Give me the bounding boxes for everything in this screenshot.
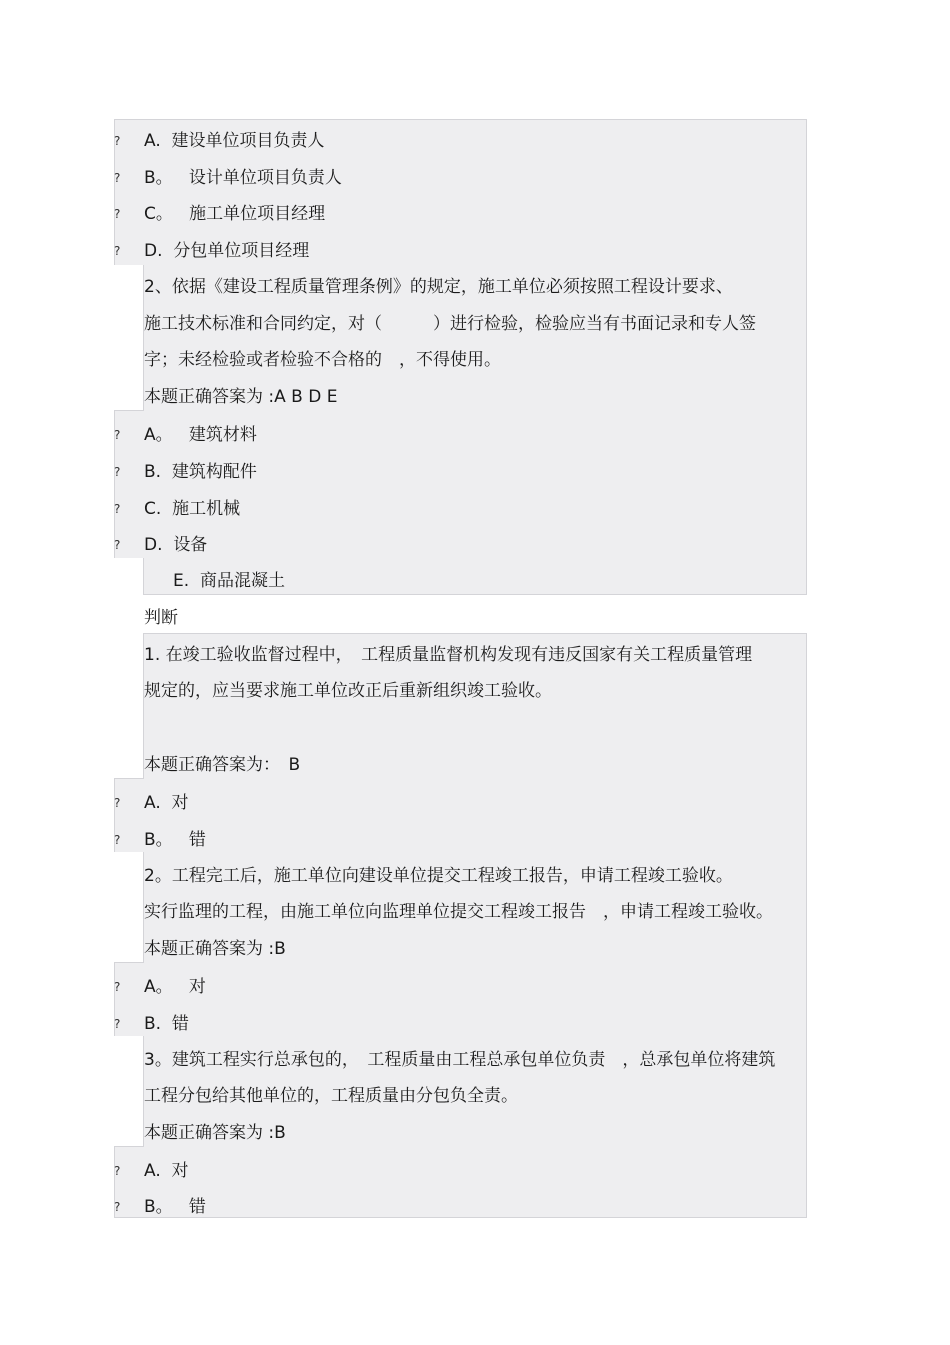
option-text: 施工单位项目经理 xyxy=(189,204,326,224)
option-label: C。 xyxy=(144,204,173,224)
bullet-marker: ? xyxy=(114,134,121,148)
option-label: D. xyxy=(144,241,163,261)
option-label: B. xyxy=(144,1014,162,1034)
option-label: A. xyxy=(144,793,161,813)
question-text-line: 3。建筑工程实行总承包的， 工程质量由工程总承包单位负责 ，总承包单位将建筑 xyxy=(144,1050,776,1070)
bullet-marker: ? xyxy=(114,1017,121,1031)
option-b[interactable] xyxy=(144,829,206,851)
option-b[interactable] xyxy=(144,167,342,189)
option-text: 对 xyxy=(171,793,189,813)
question-text-line: 2、依据《建设工程质量管理条例》的规定，施工单位必须按照工程设计要求、 xyxy=(144,277,733,297)
bullet-marker: ? xyxy=(114,171,121,185)
option-text: 错 xyxy=(171,1014,189,1034)
option-label: D. xyxy=(144,535,163,555)
bullet-marker: ? xyxy=(114,833,121,847)
bullet-marker: ? xyxy=(114,1164,121,1178)
option-text: 建设单位项目负责人 xyxy=(171,131,325,151)
question-text-line: 1. 在竣工验收监督过程中， 工程质量监督机构发现有违反国家有关工程质量管理 xyxy=(144,645,753,665)
question-text-line: 工程分包给其他单位的，工程质量由分包负全责。 xyxy=(144,1086,518,1106)
option-label: B. xyxy=(144,462,162,482)
option-a[interactable] xyxy=(144,792,189,814)
option-label: E. xyxy=(173,571,190,591)
option-d[interactable] xyxy=(144,240,309,262)
question-text-line: 实行监理的工程，由施工单位向监理单位提交工程竣工报告 ，申请工程竣工验收。 xyxy=(144,902,773,922)
answer-text: 本题正确答案为 :B xyxy=(144,1123,286,1143)
gutter-notch xyxy=(114,558,144,595)
option-label: A. xyxy=(144,131,161,151)
option-text: 错 xyxy=(188,1197,206,1217)
option-text: 对 xyxy=(171,1161,189,1181)
gutter-notch xyxy=(114,633,144,779)
option-text: 施工机械 xyxy=(172,499,241,519)
bullet-marker: ? xyxy=(114,980,121,994)
option-e[interactable] xyxy=(173,570,285,592)
option-label: A. xyxy=(144,1161,161,1181)
option-text: 对 xyxy=(188,977,206,997)
option-b[interactable] xyxy=(144,1196,206,1218)
option-c[interactable] xyxy=(144,498,240,520)
answer-text: 本题正确答案为： B xyxy=(144,755,301,775)
option-label: B。 xyxy=(144,1197,173,1217)
option-b[interactable] xyxy=(144,1013,189,1035)
section-title: 判断 xyxy=(144,608,178,628)
option-text: 错 xyxy=(188,830,206,850)
option-text: 建筑构配件 xyxy=(171,462,257,482)
bullet-marker: ? xyxy=(114,428,121,442)
option-text: 商品混凝土 xyxy=(199,571,285,591)
bullet-marker: ? xyxy=(114,796,121,810)
option-a[interactable] xyxy=(144,976,206,998)
option-label: B。 xyxy=(144,830,173,850)
gutter-notch xyxy=(114,852,144,963)
gutter-notch xyxy=(114,265,144,411)
bullet-marker: ? xyxy=(114,465,121,479)
option-c[interactable] xyxy=(144,203,325,225)
option-label: A。 xyxy=(144,977,173,997)
bullet-marker: ? xyxy=(114,244,121,258)
option-text: 设计单位项目负责人 xyxy=(188,168,342,188)
question-text-line: 规定的，应当要求施工单位改正后重新组织竣工验收。 xyxy=(144,681,552,701)
question-text-line: 字；未经检验或者检验不合格的 ，不得使用。 xyxy=(144,350,501,370)
option-label: A。 xyxy=(144,425,173,445)
option-b[interactable] xyxy=(144,461,257,483)
bullet-marker: ? xyxy=(114,1200,121,1214)
option-a[interactable] xyxy=(144,424,257,446)
option-text: 分包单位项目经理 xyxy=(173,241,310,261)
bullet-marker: ? xyxy=(114,207,121,221)
option-a[interactable] xyxy=(144,1160,189,1182)
option-label: C. xyxy=(144,499,162,519)
answer-text: 本题正确答案为 :A B D E xyxy=(144,387,338,407)
bullet-marker: ? xyxy=(114,502,121,516)
option-d[interactable] xyxy=(144,534,207,556)
question-text-line: 2。工程完工后，施工单位向建设单位提交工程竣工报告，申请工程竣工验收。 xyxy=(144,866,733,886)
question-text-line: 施工技术标准和合同约定，对（ ）进行检验，检验应当有书面记录和专人签 xyxy=(144,314,756,334)
answer-text: 本题正确答案为 :B xyxy=(144,939,286,959)
bullet-marker: ? xyxy=(114,538,121,552)
option-text: 建筑材料 xyxy=(188,425,257,445)
option-text: 设备 xyxy=(173,535,208,555)
option-a[interactable] xyxy=(144,130,325,152)
option-label: B。 xyxy=(144,168,173,188)
gutter-notch xyxy=(114,1036,144,1147)
